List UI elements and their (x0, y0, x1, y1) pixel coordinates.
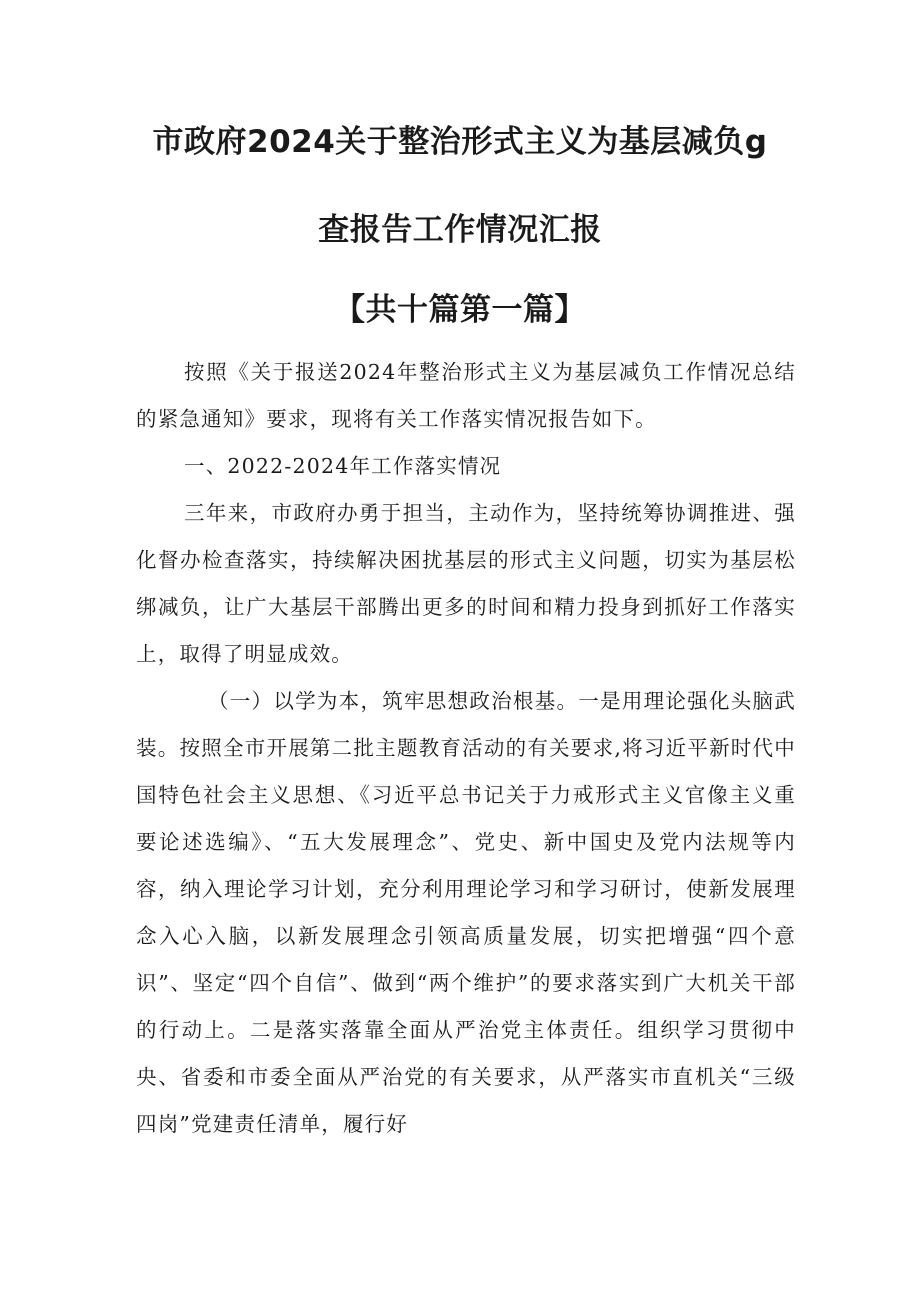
document-body (136, 0, 796, 1301)
summary-paragraph: 三年来，市政府办勇于担当，主动作为，坚持统筹协调推进、强化督办检查落实，持续解决困扰基层的形式主义问题，切实为基层松绑减负，让广大基层干部腾出更多的时间和精力投身到抓好工作落实上，取得了明显成效。 (136, 501, 796, 666)
document-title-line-1: 市政府2024关于整治形式主义为基层减负g (152, 124, 768, 160)
document-title-line-2: 查报告工作情况汇报 (318, 212, 602, 248)
intro-paragraph: 按照《关于报送2024年整治形式主义为基层减负工作情况总结的紧急通知》要求，现将有关工作落实情况报告如下。 (136, 360, 796, 431)
document-subtitle: 【共十篇第一篇】 (334, 292, 586, 328)
subsection-paragraph: （一）以学为本，筑牢思想政治根基。一是用理论强化头脑武装。按照全市开展第二批主题教育活动的有关要求,将习近平新时代中国特色社会主义思想、《习近平总书记关于力戒形式主义官像主义重要论述选编》、“五大发展理念”、党史、新中国史及党内法规等内容，纳入理论学习计划，充分利用理论学习和学习研讨，使新发展理念入心入脑，以新发展理念引领高质量发展，切实把增强“四个意识”、坚定“四个自信”、做到“两个维护”的要求落实到广大机关干部的行动上。二是落实落靠全面从严治党主体责任。组织学习贯彻中央、省委和市委全面从严治党的有关要求，从严落实市直机关“三级四岗”党建责任清单，履行好 (136, 689, 796, 1136)
section-heading: 一、2022-2024年工作落实情况 (184, 454, 502, 478)
